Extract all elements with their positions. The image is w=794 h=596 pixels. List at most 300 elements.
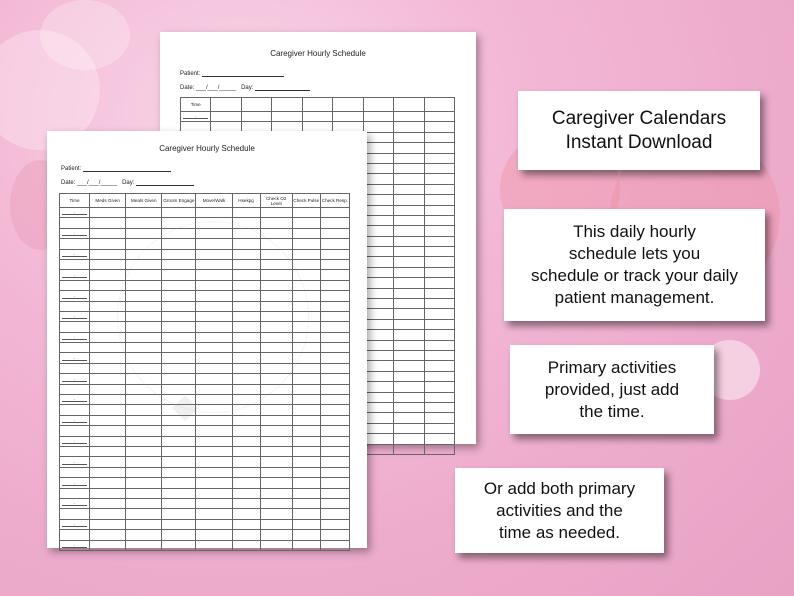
table-cell bbox=[394, 434, 424, 444]
callout-line: Caregiver Calendars bbox=[551, 107, 727, 129]
table-cell bbox=[260, 530, 292, 540]
table-cell bbox=[196, 395, 232, 405]
table-cell bbox=[292, 218, 320, 228]
callout-description bbox=[504, 209, 765, 321]
table-cell bbox=[394, 205, 424, 215]
column-header: Move/Walk bbox=[196, 194, 232, 208]
table-cell bbox=[196, 426, 232, 436]
table-cell bbox=[394, 278, 424, 288]
table-cell bbox=[292, 249, 320, 259]
table-cell bbox=[260, 311, 292, 321]
table-cell bbox=[320, 311, 349, 321]
table-cell bbox=[162, 280, 196, 290]
table-cell bbox=[320, 540, 349, 550]
table-cell bbox=[424, 215, 455, 225]
table-cell bbox=[292, 446, 320, 456]
table-cell bbox=[363, 402, 393, 412]
table-cell bbox=[162, 540, 196, 550]
table-cell bbox=[90, 519, 126, 529]
table-cell bbox=[363, 392, 393, 402]
table-cell bbox=[320, 446, 349, 456]
table-row bbox=[60, 446, 350, 456]
table-cell bbox=[320, 426, 349, 436]
table-cell bbox=[162, 311, 196, 321]
callout-line: patient management. bbox=[554, 288, 715, 307]
table-cell bbox=[232, 395, 260, 405]
time-cell bbox=[60, 353, 90, 363]
table-cell bbox=[232, 228, 260, 238]
callout-line: Or add both primary bbox=[483, 478, 636, 498]
table-cell bbox=[424, 413, 455, 423]
table-cell bbox=[126, 311, 162, 321]
table-cell bbox=[260, 208, 292, 218]
table-cell bbox=[424, 288, 455, 298]
table-cell bbox=[424, 371, 455, 381]
front-schedule-sheet bbox=[47, 131, 367, 548]
table-cell bbox=[320, 467, 349, 477]
table-cell bbox=[232, 498, 260, 508]
column-header bbox=[211, 98, 241, 112]
table-cell bbox=[363, 174, 393, 184]
table-cell bbox=[320, 457, 349, 467]
table-cell bbox=[126, 457, 162, 467]
table-cell bbox=[90, 228, 126, 238]
table-cell bbox=[424, 350, 455, 360]
table-cell bbox=[90, 280, 126, 290]
table-cell bbox=[162, 259, 196, 269]
table-cell bbox=[424, 163, 455, 173]
front-schedule-grid bbox=[59, 193, 350, 551]
table-cell bbox=[126, 467, 162, 477]
table-cell bbox=[260, 498, 292, 508]
table-cell bbox=[126, 228, 162, 238]
table-cell bbox=[394, 267, 424, 277]
table-cell bbox=[292, 363, 320, 373]
table-cell bbox=[292, 301, 320, 311]
table-cell bbox=[292, 343, 320, 353]
table-cell bbox=[424, 112, 455, 122]
table-cell bbox=[424, 423, 455, 433]
time-cell bbox=[60, 228, 90, 238]
table-row bbox=[60, 301, 350, 311]
table-cell bbox=[260, 405, 292, 415]
table-cell bbox=[292, 374, 320, 384]
callout-line: provided, just add bbox=[544, 379, 680, 399]
back-sheet-title: Caregiver Hourly Schedule bbox=[270, 49, 366, 58]
table-cell bbox=[196, 322, 232, 332]
table-cell bbox=[232, 374, 260, 384]
table-row bbox=[60, 415, 350, 425]
table-cell bbox=[320, 301, 349, 311]
table-cell bbox=[241, 112, 271, 122]
table-cell bbox=[394, 132, 424, 142]
column-header: Meals Given bbox=[126, 194, 162, 208]
table-cell bbox=[126, 540, 162, 550]
table-cell bbox=[196, 218, 232, 228]
table-cell bbox=[320, 509, 349, 519]
table-cell bbox=[292, 311, 320, 321]
table-cell bbox=[90, 457, 126, 467]
table-cell bbox=[424, 205, 455, 215]
table-cell bbox=[126, 405, 162, 415]
table-cell bbox=[260, 446, 292, 456]
table-cell bbox=[320, 280, 349, 290]
table-cell bbox=[196, 280, 232, 290]
table-cell bbox=[126, 395, 162, 405]
table-cell bbox=[126, 509, 162, 519]
table-row bbox=[60, 395, 350, 405]
table-cell bbox=[162, 374, 196, 384]
time-cell bbox=[60, 436, 90, 446]
table-cell bbox=[394, 444, 424, 454]
column-header bbox=[272, 98, 302, 112]
column-header: Meds Given bbox=[90, 194, 126, 208]
time-cell bbox=[60, 239, 90, 249]
table-row bbox=[60, 311, 350, 321]
column-header: Groom Engage bbox=[162, 194, 196, 208]
table-row bbox=[60, 363, 350, 373]
table-cell bbox=[162, 467, 196, 477]
table-cell bbox=[320, 395, 349, 405]
table-cell bbox=[424, 319, 455, 329]
time-cell bbox=[181, 112, 211, 122]
column-header bbox=[424, 98, 455, 112]
table-cell bbox=[162, 228, 196, 238]
table-cell bbox=[232, 280, 260, 290]
table-cell bbox=[90, 498, 126, 508]
table-cell bbox=[211, 112, 241, 122]
front-patient-label: Patient: bbox=[61, 166, 82, 172]
table-cell bbox=[292, 457, 320, 467]
time-cell bbox=[60, 332, 90, 342]
table-cell bbox=[292, 280, 320, 290]
table-cell bbox=[232, 353, 260, 363]
table-cell bbox=[424, 153, 455, 163]
table-cell bbox=[260, 301, 292, 311]
table-cell bbox=[260, 540, 292, 550]
column-header: Time bbox=[60, 194, 90, 208]
column-header bbox=[302, 98, 332, 112]
table-cell bbox=[260, 436, 292, 446]
table-cell bbox=[232, 384, 260, 394]
table-cell bbox=[272, 112, 302, 122]
callout-line: time as needed. bbox=[499, 522, 620, 542]
table-cell bbox=[196, 384, 232, 394]
table-cell bbox=[162, 249, 196, 259]
time-cell bbox=[60, 498, 90, 508]
back-date-field bbox=[180, 84, 310, 91]
table-cell bbox=[292, 291, 320, 301]
table-cell bbox=[333, 112, 363, 122]
table-cell bbox=[424, 382, 455, 392]
table-cell bbox=[363, 184, 393, 194]
table-cell bbox=[424, 299, 455, 309]
table-cell bbox=[126, 436, 162, 446]
table-cell bbox=[424, 278, 455, 288]
table-cell bbox=[292, 395, 320, 405]
table-cell bbox=[90, 353, 126, 363]
callout-line: This daily hourly bbox=[573, 222, 696, 241]
table-cell bbox=[394, 163, 424, 173]
table-cell bbox=[424, 184, 455, 194]
table-cell bbox=[260, 291, 292, 301]
column-header: Check Resp. bbox=[320, 194, 349, 208]
table-cell bbox=[394, 112, 424, 122]
table-cell bbox=[424, 236, 455, 246]
table-cell bbox=[260, 415, 292, 425]
table-cell bbox=[90, 478, 126, 488]
table-cell bbox=[126, 322, 162, 332]
table-row bbox=[60, 519, 350, 529]
table-cell bbox=[424, 195, 455, 205]
back-day-label: Day: bbox=[241, 85, 254, 91]
table-cell bbox=[90, 467, 126, 477]
table-cell bbox=[363, 299, 393, 309]
table-cell bbox=[320, 530, 349, 540]
table-cell bbox=[260, 384, 292, 394]
table-cell bbox=[292, 259, 320, 269]
table-cell bbox=[162, 519, 196, 529]
table-cell bbox=[232, 426, 260, 436]
callout-line: schedule or track your daily bbox=[531, 266, 738, 285]
table-cell bbox=[126, 208, 162, 218]
table-cell bbox=[260, 395, 292, 405]
table-cell bbox=[196, 478, 232, 488]
table-cell bbox=[424, 392, 455, 402]
table-cell bbox=[126, 280, 162, 290]
table-cell bbox=[424, 122, 455, 132]
table-cell bbox=[126, 488, 162, 498]
table-cell bbox=[260, 322, 292, 332]
table-row bbox=[60, 405, 350, 415]
table-cell bbox=[90, 540, 126, 550]
table-cell bbox=[363, 122, 393, 132]
table-cell bbox=[162, 270, 196, 280]
table-cell bbox=[232, 311, 260, 321]
table-cell bbox=[292, 405, 320, 415]
table-cell bbox=[260, 457, 292, 467]
table-cell bbox=[363, 382, 393, 392]
table-cell bbox=[363, 350, 393, 360]
front-sheet-title: Caregiver Hourly Schedule bbox=[159, 144, 255, 153]
table-cell bbox=[90, 322, 126, 332]
table-cell bbox=[232, 249, 260, 259]
table-cell bbox=[260, 259, 292, 269]
time-cell bbox=[60, 415, 90, 425]
table-cell bbox=[363, 163, 393, 173]
table-cell bbox=[363, 226, 393, 236]
table-cell bbox=[126, 426, 162, 436]
time-cell bbox=[60, 509, 90, 519]
column-header bbox=[333, 98, 363, 112]
table-cell bbox=[363, 267, 393, 277]
table-cell bbox=[363, 434, 393, 444]
table-cell bbox=[394, 340, 424, 350]
table-cell bbox=[394, 215, 424, 225]
table-cell bbox=[260, 249, 292, 259]
table-row bbox=[60, 228, 350, 238]
table-cell bbox=[196, 270, 232, 280]
column-header: Check Pulse bbox=[292, 194, 320, 208]
table-cell bbox=[232, 509, 260, 519]
time-cell bbox=[60, 457, 90, 467]
table-cell bbox=[260, 467, 292, 477]
table-cell bbox=[232, 467, 260, 477]
table-cell bbox=[363, 195, 393, 205]
table-cell bbox=[260, 228, 292, 238]
table-cell bbox=[424, 434, 455, 444]
table-cell bbox=[232, 291, 260, 301]
table-row bbox=[60, 249, 350, 259]
table-cell bbox=[260, 363, 292, 373]
table-cell bbox=[162, 384, 196, 394]
table-cell bbox=[232, 259, 260, 269]
table-cell bbox=[260, 239, 292, 249]
table-cell bbox=[292, 530, 320, 540]
table-row bbox=[60, 343, 350, 353]
table-cell bbox=[320, 488, 349, 498]
table-cell bbox=[424, 340, 455, 350]
table-cell bbox=[320, 384, 349, 394]
table-cell bbox=[292, 426, 320, 436]
table-cell bbox=[126, 259, 162, 269]
column-header bbox=[363, 98, 393, 112]
time-cell bbox=[60, 259, 90, 269]
table-cell bbox=[196, 405, 232, 415]
table-cell bbox=[196, 208, 232, 218]
table-cell bbox=[363, 361, 393, 371]
table-cell bbox=[260, 270, 292, 280]
table-cell bbox=[320, 478, 349, 488]
table-cell bbox=[424, 309, 455, 319]
table-cell bbox=[162, 446, 196, 456]
table-cell bbox=[126, 530, 162, 540]
table-cell bbox=[320, 208, 349, 218]
table-cell bbox=[162, 239, 196, 249]
table-cell bbox=[126, 353, 162, 363]
table-cell bbox=[302, 112, 332, 122]
table-cell bbox=[90, 509, 126, 519]
table-row bbox=[60, 498, 350, 508]
time-cell bbox=[60, 519, 90, 529]
table-cell bbox=[394, 350, 424, 360]
table-cell bbox=[162, 301, 196, 311]
table-cell bbox=[90, 488, 126, 498]
table-cell bbox=[196, 467, 232, 477]
table-cell bbox=[90, 208, 126, 218]
table-cell bbox=[162, 363, 196, 373]
table-cell bbox=[363, 215, 393, 225]
table-cell bbox=[424, 132, 455, 142]
table-cell bbox=[320, 239, 349, 249]
table-cell bbox=[126, 498, 162, 508]
table-cell bbox=[260, 509, 292, 519]
table-cell bbox=[292, 239, 320, 249]
table-cell bbox=[162, 343, 196, 353]
table-cell bbox=[394, 402, 424, 412]
table-cell bbox=[292, 353, 320, 363]
table-cell bbox=[260, 343, 292, 353]
table-cell bbox=[394, 299, 424, 309]
time-cell bbox=[60, 322, 90, 332]
table-row bbox=[60, 270, 350, 280]
table-cell bbox=[232, 270, 260, 280]
table-cell bbox=[320, 228, 349, 238]
table-cell bbox=[320, 405, 349, 415]
table-cell bbox=[424, 444, 455, 454]
table-cell bbox=[292, 332, 320, 342]
table-row bbox=[181, 112, 455, 122]
table-row bbox=[60, 384, 350, 394]
table-cell bbox=[260, 218, 292, 228]
time-cell bbox=[60, 384, 90, 394]
table-cell bbox=[363, 288, 393, 298]
callout-line: activities and the bbox=[496, 500, 623, 520]
table-row bbox=[60, 291, 350, 301]
table-cell bbox=[424, 174, 455, 184]
table-cell bbox=[196, 436, 232, 446]
table-cell bbox=[90, 426, 126, 436]
table-cell bbox=[162, 208, 196, 218]
table-cell bbox=[162, 478, 196, 488]
table-cell bbox=[126, 301, 162, 311]
table-cell bbox=[162, 332, 196, 342]
table-cell bbox=[363, 205, 393, 215]
table-cell bbox=[162, 405, 196, 415]
table-cell bbox=[90, 301, 126, 311]
table-cell bbox=[196, 343, 232, 353]
table-row bbox=[60, 374, 350, 384]
table-cell bbox=[90, 363, 126, 373]
table-cell bbox=[292, 322, 320, 332]
back-date-label: Date: ___/___/_____ bbox=[180, 85, 237, 91]
table-cell bbox=[232, 405, 260, 415]
table-cell bbox=[196, 498, 232, 508]
table-cell bbox=[292, 478, 320, 488]
table-cell bbox=[196, 301, 232, 311]
table-cell bbox=[232, 239, 260, 249]
table-cell bbox=[90, 343, 126, 353]
table-cell bbox=[126, 415, 162, 425]
callout-line: the time. bbox=[579, 401, 645, 421]
time-cell bbox=[60, 426, 90, 436]
table-cell bbox=[320, 322, 349, 332]
front-date-field bbox=[61, 179, 194, 186]
table-cell bbox=[320, 343, 349, 353]
table-cell bbox=[232, 519, 260, 529]
table-cell bbox=[90, 374, 126, 384]
table-cell bbox=[90, 332, 126, 342]
table-cell bbox=[90, 415, 126, 425]
time-cell bbox=[60, 311, 90, 321]
table-cell bbox=[320, 519, 349, 529]
table-cell bbox=[394, 371, 424, 381]
table-cell bbox=[394, 319, 424, 329]
table-cell bbox=[196, 374, 232, 384]
time-cell bbox=[60, 540, 90, 550]
table-cell bbox=[394, 247, 424, 257]
table-cell bbox=[196, 457, 232, 467]
column-header: Time bbox=[181, 98, 211, 112]
table-cell bbox=[394, 226, 424, 236]
table-cell bbox=[260, 374, 292, 384]
time-cell bbox=[60, 301, 90, 311]
table-cell bbox=[126, 478, 162, 488]
table-cell bbox=[260, 478, 292, 488]
table-cell bbox=[292, 228, 320, 238]
table-cell bbox=[394, 153, 424, 163]
table-cell bbox=[292, 519, 320, 529]
